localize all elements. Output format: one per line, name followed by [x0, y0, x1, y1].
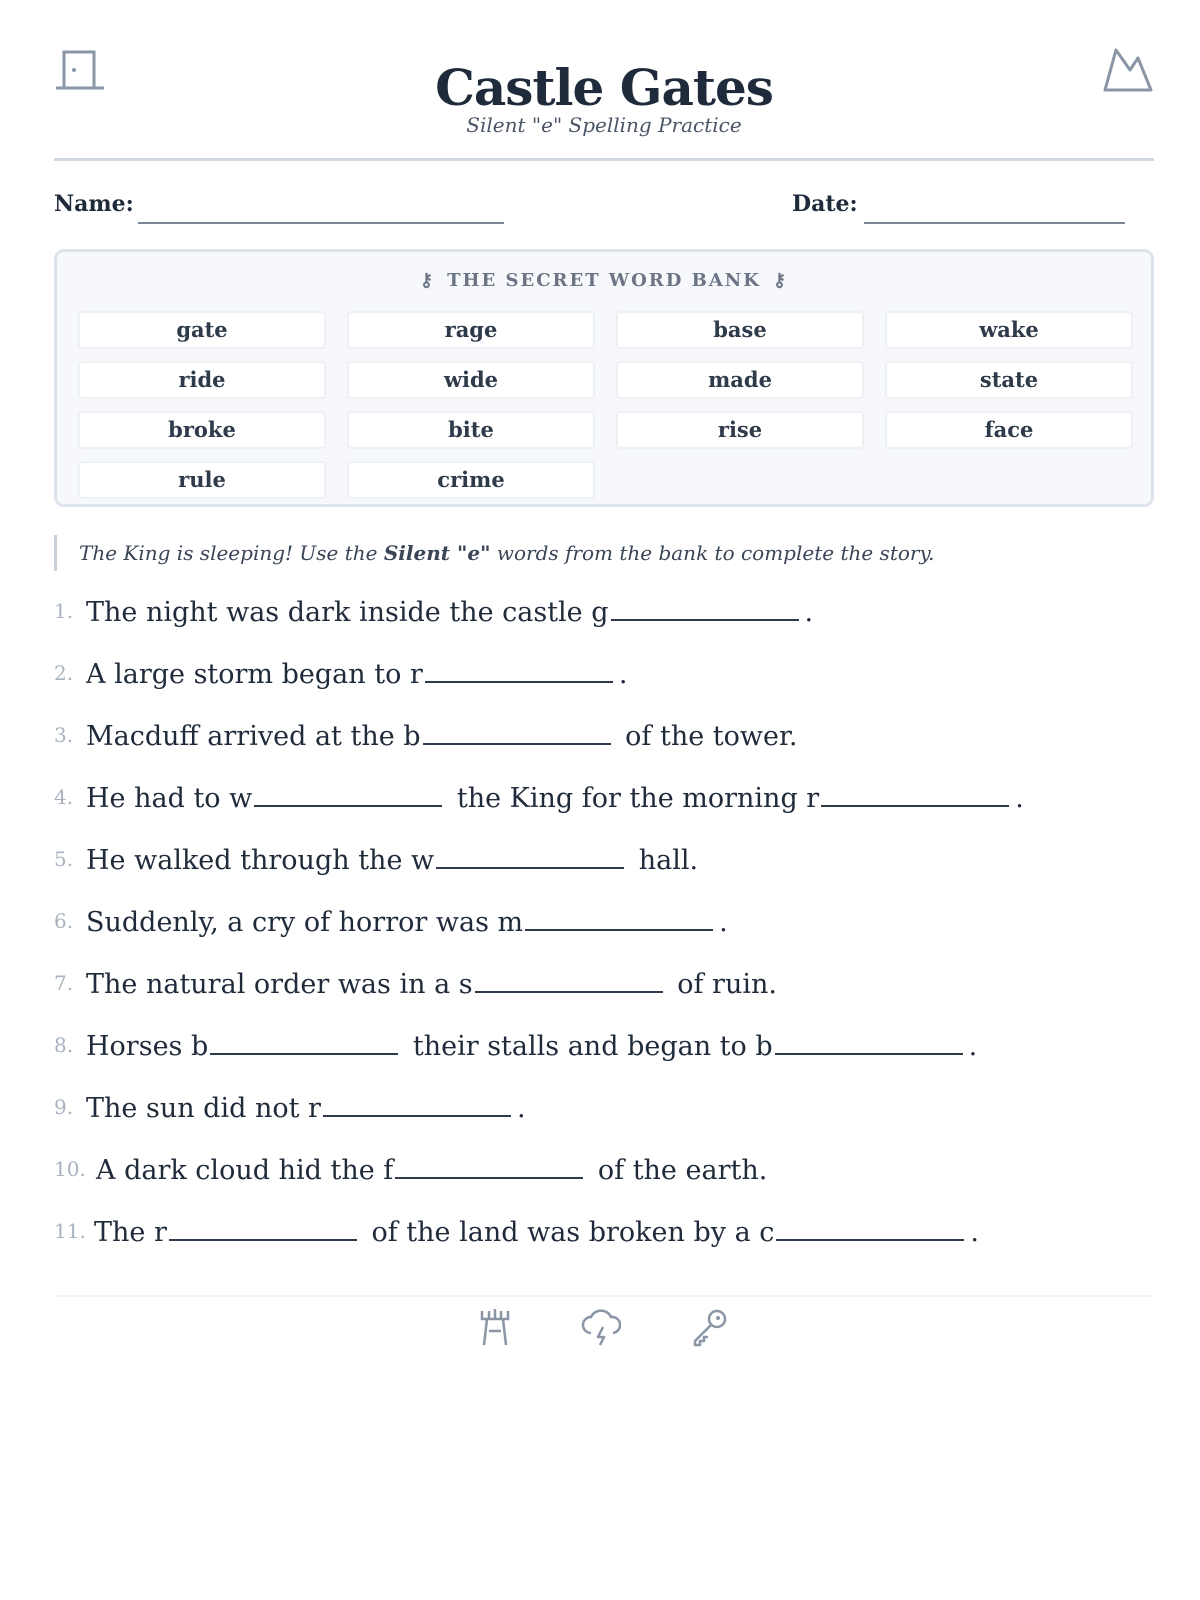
question-number: 6.: [54, 909, 74, 933]
sentence-part: of the land was broken by a c: [371, 1217, 775, 1248]
sentence-part: The night was dark inside the castle g: [86, 597, 609, 628]
answer-blank[interactable]: [776, 1217, 964, 1241]
question: [54, 717, 1154, 779]
answer-blank[interactable]: [254, 783, 442, 807]
sentence-part: Horses b: [86, 1031, 209, 1062]
answer-blank[interactable]: [423, 721, 611, 745]
question: [54, 841, 1154, 903]
question-text: [86, 907, 728, 938]
bank-word: broke: [78, 411, 326, 449]
name-label: Name:: [54, 191, 134, 217]
word-bank-title-text: THE SECRET WORD BANK: [447, 270, 761, 291]
bank-word: rage: [347, 311, 595, 349]
answer-blank[interactable]: [323, 1093, 511, 1117]
answer-blank[interactable]: [821, 783, 1009, 807]
bank-word: state: [885, 361, 1133, 399]
sentence-part: .: [1015, 783, 1024, 814]
name-field[interactable]: [138, 222, 504, 224]
sentence-part: .: [618, 659, 628, 690]
answer-blank[interactable]: [525, 907, 713, 931]
question: [54, 903, 1154, 965]
question-number: 11.: [54, 1219, 86, 1243]
question-text: [86, 969, 777, 1000]
sentence-part: .: [970, 1217, 980, 1248]
question: [54, 779, 1154, 841]
sentence-part: .: [968, 1031, 978, 1062]
question: [54, 1027, 1154, 1089]
answer-blank[interactable]: [425, 659, 613, 683]
word-bank-grid: [78, 311, 1136, 499]
sentence-part: He had to w: [86, 783, 253, 814]
answer-blank[interactable]: [611, 597, 799, 621]
word-bank-title: [57, 270, 1151, 291]
question-list: [54, 593, 1154, 1275]
bank-word: face: [885, 411, 1133, 449]
question-number: 3.: [54, 723, 74, 747]
answer-blank[interactable]: [775, 1031, 963, 1055]
bank-word: crime: [347, 461, 595, 499]
sentence-part: A dark cloud hid the f: [96, 1155, 394, 1186]
sentence-part: of the earth.: [597, 1155, 768, 1186]
question-text: [96, 1155, 767, 1186]
instruction-text: words from the bank to complete the story.: [490, 541, 935, 565]
answer-blank[interactable]: [475, 969, 663, 993]
word-bank: [54, 249, 1154, 507]
instruction-emphasis: Silent "e": [383, 541, 491, 565]
sentence-part: of the tower.: [625, 721, 798, 752]
sentence-part: of ruin.: [677, 969, 777, 1000]
answer-blank[interactable]: [210, 1031, 398, 1055]
question: [54, 965, 1154, 1027]
student-fields: [54, 161, 1154, 241]
sentence-part: the King for the morning r: [456, 783, 820, 814]
sentence-part: The natural order was in a s: [86, 969, 473, 1000]
tower-icon: [478, 1307, 512, 1351]
question-number: 4.: [54, 785, 74, 809]
date-field[interactable]: [864, 222, 1125, 224]
sentence-part: Suddenly, a cry of horror was m: [86, 907, 524, 938]
question-number: 1.: [54, 599, 74, 623]
page-title: Castle Gates: [435, 58, 773, 117]
key-icon: ⚷: [419, 270, 436, 291]
question-text: [86, 1093, 526, 1124]
question-text: [86, 597, 813, 628]
question-text: [86, 721, 798, 752]
question-number: 10.: [54, 1157, 86, 1181]
sentence-part: .: [804, 597, 814, 628]
question-number: 9.: [54, 1095, 74, 1119]
instruction-text: The King is sleeping! Use the: [79, 541, 384, 565]
sentence-part: hall.: [638, 845, 699, 876]
question-number: 7.: [54, 971, 74, 995]
bank-word: wake: [885, 311, 1133, 349]
answer-blank[interactable]: [436, 845, 624, 869]
question-text: [86, 659, 627, 690]
key-icon: ⚷: [772, 270, 789, 291]
question-text: [86, 845, 698, 876]
date-label: Date:: [792, 191, 858, 217]
question-text: [94, 1217, 979, 1248]
question: [54, 593, 1154, 655]
question: [54, 1089, 1154, 1151]
question-number: 5.: [54, 847, 74, 871]
question-text: [86, 1031, 977, 1062]
mountain-icon: [1102, 46, 1154, 96]
worksheet: [54, 40, 1154, 1275]
worksheet-footer: [54, 1295, 1154, 1357]
question: [54, 1213, 1154, 1275]
bank-word: bite: [347, 411, 595, 449]
question: [54, 1151, 1154, 1213]
sentence-part: A large storm began to r: [86, 659, 423, 690]
bank-word: ride: [78, 361, 326, 399]
bank-word: rise: [616, 411, 864, 449]
answer-blank[interactable]: [395, 1155, 583, 1179]
answer-blank[interactable]: [169, 1217, 357, 1241]
question-number: 2.: [54, 661, 74, 685]
worksheet-header: [54, 40, 1154, 161]
sentence-part: The sun did not r: [86, 1093, 321, 1124]
storm-cloud-icon: [581, 1307, 621, 1351]
sentence-part: .: [516, 1093, 526, 1124]
key-icon: [690, 1307, 730, 1351]
page-subtitle: Silent "e" Spelling Practice: [466, 113, 742, 137]
instructions: [54, 535, 1154, 571]
sentence-part: their stalls and began to b: [412, 1031, 773, 1062]
question-number: 8.: [54, 1033, 74, 1057]
sentence-part: The r: [94, 1217, 167, 1248]
bank-word: rule: [78, 461, 326, 499]
sentence-part: .: [719, 907, 728, 938]
bank-word: base: [616, 311, 864, 349]
bank-word: wide: [347, 361, 595, 399]
footer-icons: [54, 1307, 1154, 1351]
question-text: [86, 783, 1024, 814]
sentence-part: He walked through the w: [86, 845, 435, 876]
question: [54, 655, 1154, 717]
bank-word: made: [616, 361, 864, 399]
bank-word: gate: [78, 311, 326, 349]
sentence-part: Macduff arrived at the b: [86, 721, 421, 752]
